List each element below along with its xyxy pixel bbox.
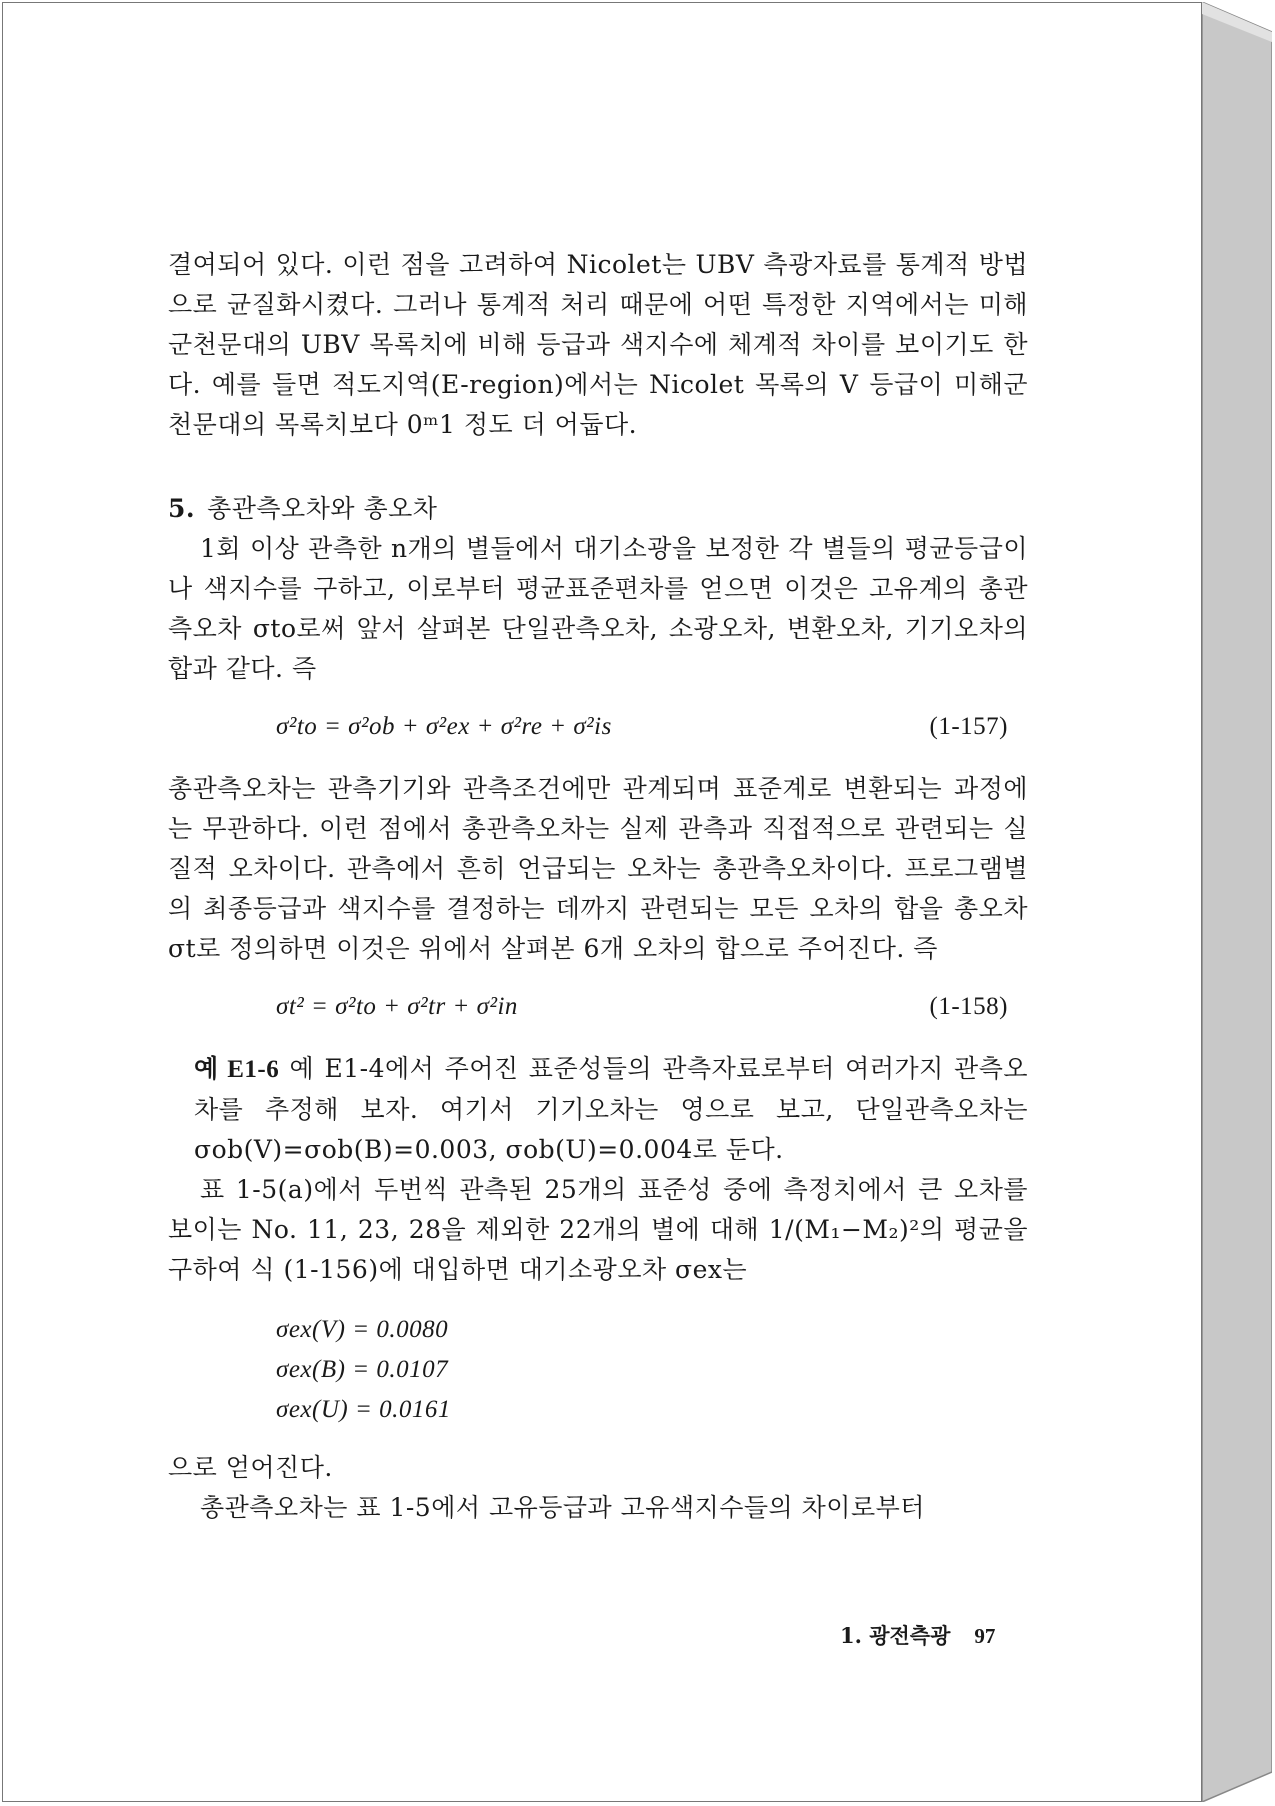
equation-1-157: [168, 707, 1028, 747]
paragraph-intro: 결여되어 있다. 이런 점을 고려하여 Nicolet는 UBV 측광자료를 통계적 방법으로 균질화시켰다. 그러나 통계적 처리 때문에 어떤 특정한 지역에서는 미해군천문대의 UBV 목록치에 비해 등급과 색지수에 체계적 차이를 보이기도 한다. 예를 들면 적도지역(E-region)에서는 Nicolet 목록의 V 등급이 미해군천문대의 목록치보다 0ᵐ1 정도 더 어둡다.: [168, 250, 1028, 439]
example-paragraph: [194, 1049, 1028, 1170]
page-footer: [840, 1620, 995, 1650]
paragraph-last: 총관측오차는 표 1-5에서 고유등급과 고유색지수들의 차이로부터: [200, 1493, 925, 1522]
page-number: 97: [974, 1624, 996, 1648]
example-label: 예 E1-6: [194, 1056, 280, 1083]
section-number: 5.: [168, 494, 196, 523]
section-heading: [168, 489, 1028, 529]
paragraph-total-error: 총관측오차는 관측기기와 관측조건에만 관계되며 표준계로 변환되는 과정에는 무관하다. 이런 점에서 총관측오차는 실제 관측과 직접적으로 관련되는 실질적 오차이다. 관측에서 흔히 언급되는 오차는 총관측오차이다. 프로그램별의 최종등급과 색지수를 결정하는 데까지 관련되는 모든 오차의 합을 총오차 σt로 정의하면 이것은 위에서 살펴본 6개 오차의 합으로 주어진다. 즉: [168, 774, 1028, 963]
equation-1-158: [168, 987, 1028, 1027]
footer-chapter: 1. 광전측광: [840, 1623, 951, 1648]
paragraph-obtained: 으로 얻어진다.: [168, 1453, 333, 1482]
paragraph-section-intro: 1회 이상 관측한 n개의 별들에서 대기소광을 보정한 각 별들의 평균등급이나 색지수를 구하고, 이로부터 평균표준편차를 얻으면 이것은 고유계의 총관측오차 σto로써 앞서 살펴본 단일관측오차, 소광오차, 변환오차, 기기오차의 합과 같다. 즉: [168, 534, 1028, 683]
paragraph-table: 표 1-5(a)에서 두번씩 관측된 25개의 표준성 중에 측정치에서 큰 오차를 보이는 No. 11, 23, 28을 제외한 22개의 별에 대해 1/(M₁−M₂)²의 평균을 구하여 식 (1-156)에 대입하면 대기소광오차 σex는: [168, 1175, 1028, 1284]
results-block: [276, 1310, 1028, 1430]
equation-number: (1-157): [929, 713, 1008, 740]
result-u: σex(U) = 0.0161: [276, 1396, 451, 1423]
equation-formula: σ²to = σ²ob + σ²ex + σ²re + σ²is: [276, 713, 612, 740]
page-content: [168, 245, 1028, 1528]
section-title: 총관측오차와 총오차: [207, 494, 438, 523]
example-text: 예 E1-4에서 주어진 표준성들의 관측자료로부터 여러가지 관측오차를 추정해 보자. 여기서 기기오차는 영으로 보고, 단일관측오차는 σob(V)=σob(B)=0.003, σob(U)=0.004로 둔다.: [194, 1054, 1029, 1164]
equation-number: (1-158): [929, 993, 1008, 1020]
equation-formula: σt² = σ²to + σ²tr + σ²in: [276, 993, 518, 1020]
result-v: σex(V) = 0.0080: [276, 1316, 449, 1343]
book-spine-edge: [1202, 2, 1272, 1802]
result-b: σex(B) = 0.0107: [276, 1356, 449, 1383]
